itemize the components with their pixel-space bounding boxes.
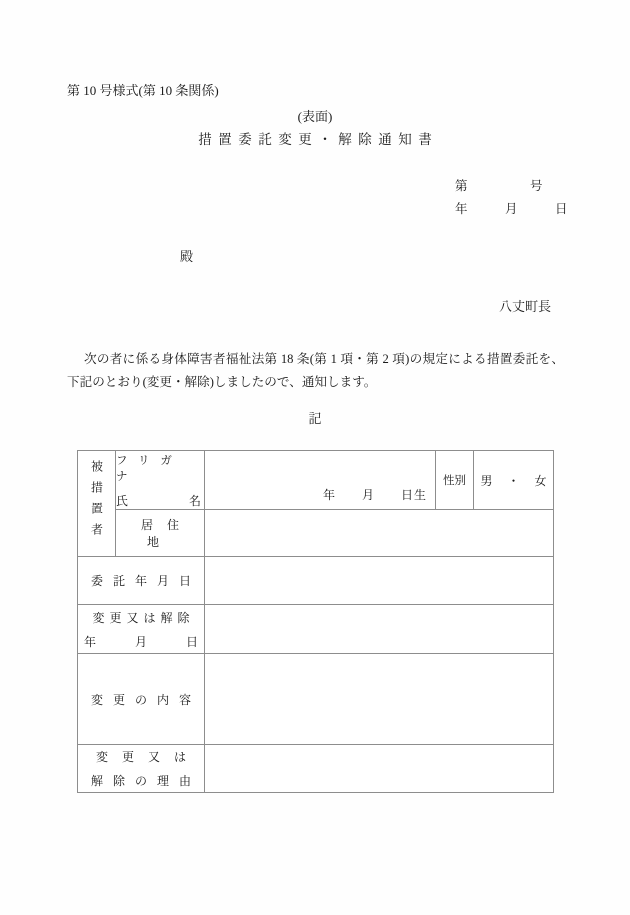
table-row-name xyxy=(78,451,554,510)
change-date-entry-cell[interactable] xyxy=(205,605,554,654)
change-reason-label-line2: 解除の理由 xyxy=(90,774,201,788)
addressee-label: 殿 xyxy=(180,249,194,264)
table-row-change-content xyxy=(78,654,554,745)
sex-value-cell[interactable] xyxy=(474,451,554,510)
name-birthdate-entry-cell[interactable] xyxy=(205,451,436,510)
change-date-label-line1: 変更又は解除 xyxy=(92,610,195,625)
name-label-right: 名 xyxy=(188,493,201,508)
entrust-date-label: 委託年月日 xyxy=(90,574,201,588)
birthdate-day: 日生 xyxy=(400,488,427,502)
furigana-label: フリガナ xyxy=(116,454,183,483)
ki-marker: 記 xyxy=(308,411,322,426)
sex-header-text: 性別 xyxy=(443,475,466,487)
change-content-label-cell xyxy=(78,654,205,745)
change-date-label-line2: 年 月 日 xyxy=(83,634,203,649)
entrust-date-label-cell xyxy=(78,557,205,605)
residence-label-cell xyxy=(116,510,205,557)
table-row-entrust-date xyxy=(78,557,554,605)
entrust-date-entry-cell[interactable] xyxy=(205,557,554,605)
table-row-change-date xyxy=(78,605,554,654)
sex-header xyxy=(436,451,474,510)
form-number: 第 10 号様式(第 10 条関係) xyxy=(67,83,219,98)
issuer-name: 八丈町長 xyxy=(499,299,552,314)
furigana-name-label-cell xyxy=(116,451,205,510)
birthdate-month: 月 xyxy=(361,488,375,502)
document-number-line: 第 号 xyxy=(455,179,543,193)
birthdate-guide xyxy=(323,486,427,503)
document-title: 措置委託変更・解除通知書 xyxy=(198,132,439,147)
change-content-label: 変更の内容 xyxy=(90,692,201,707)
change-reason-label-line1: 変更又は xyxy=(95,750,200,764)
name-label xyxy=(116,492,204,509)
form-table xyxy=(77,450,554,793)
birthdate-year: 年 xyxy=(322,488,336,502)
table-row-change-reason xyxy=(78,745,554,793)
body-paragraph: 次の者に係る身体障害者福祉法第 18 条(第 1 項・第 2 項)の規定による措置委託を、下記のとおり(変更・解除)しましたので、通知します。 xyxy=(67,352,564,390)
document-date-line: 年 月 日 xyxy=(455,202,568,216)
residence-entry-cell[interactable] xyxy=(205,510,554,557)
change-reason-entry-cell[interactable] xyxy=(205,745,554,793)
sex-options: 男 ・ 女 xyxy=(480,473,553,488)
change-reason-label-cell xyxy=(78,745,205,793)
side-label: (表面) xyxy=(297,109,333,124)
name-label-left: 氏 xyxy=(116,493,129,508)
change-content-entry-cell[interactable] xyxy=(205,654,554,745)
subject-vertical-label xyxy=(78,451,116,557)
residence-label: 居住地 xyxy=(140,518,193,549)
subject-vertical-label-text: 被措置者 xyxy=(89,459,104,544)
table-row-residence xyxy=(78,510,554,557)
change-date-label-cell xyxy=(78,605,205,654)
